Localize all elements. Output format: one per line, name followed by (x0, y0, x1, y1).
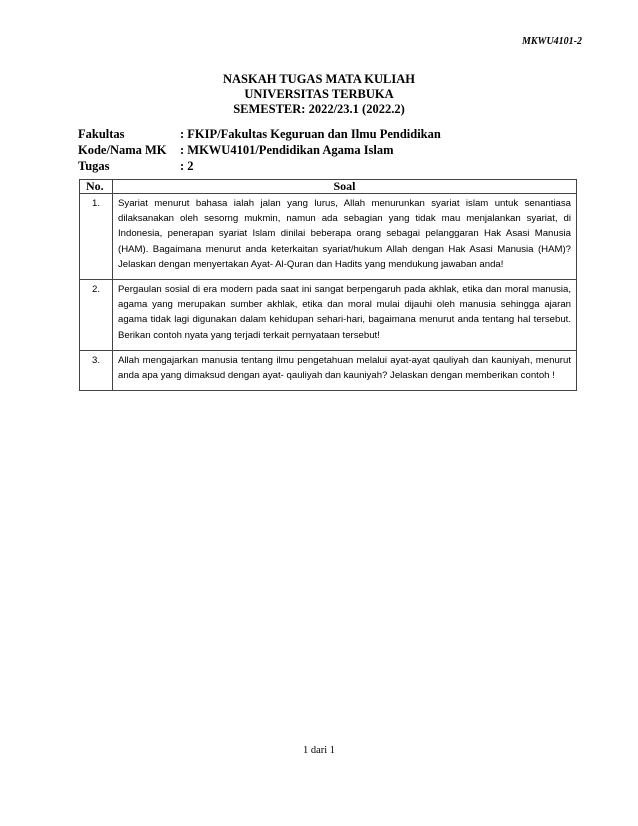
document-code: MKWU4101-2 (521, 36, 582, 47)
fakultas-value: : FKIP/Fakultas Keguruan dan Ilmu Pendidikan (180, 127, 441, 141)
tugas-row (78, 158, 441, 174)
page-number: 1 dari 1 (302, 745, 336, 756)
title-line-3: SEMESTER: 2022/23.1 (2022.2) (233, 102, 405, 116)
table-row (80, 280, 577, 351)
table-row (80, 194, 577, 280)
column-header-soal: Soal (113, 180, 577, 194)
column-header-no: No. (80, 180, 113, 194)
fakultas-label: Fakultas (78, 127, 125, 141)
question-text: Allah mengajarkan manusia tentang ilmu pengetahuan melalui ayat-ayat qauliyah dan kauniyah, menurut anda apa yang dimaksud dengan ayat- qauliyah dan kauniyah? Jelaskan dengan memberikan contoh ! (113, 350, 577, 390)
questions-table (79, 179, 577, 391)
document-title (0, 72, 638, 117)
table-header-row (80, 180, 577, 194)
kode-label: Kode/Nama MK (78, 143, 167, 157)
question-text: Pergaulan sosial di era modern pada saat ini sangat berpengaruh pada akhlak, etika dan moral manusia, agama yang merupakan sumber akhlak, etika dan moral mulai dijauhi oleh manusia sehingga ajaran agama tidak lagi digunakan dalam kehidupan sehari-hari, bagaimana menurut anda tentang hal tersebut. Berikan contoh nyata yang terjadi terkait pernyataan tersebut! (113, 280, 577, 351)
title-line-1: NASKAH TUGAS MATA KULIAH (222, 72, 416, 86)
question-number: 1. (80, 194, 113, 280)
tugas-label: Tugas (78, 159, 110, 173)
fakultas-row (78, 126, 441, 142)
question-number: 3. (80, 350, 113, 390)
tugas-value: : 2 (180, 159, 194, 173)
table-row (80, 350, 577, 390)
kode-value: : MKWU4101/Pendidikan Agama Islam (180, 143, 394, 157)
kode-row (78, 142, 441, 158)
course-info (78, 126, 441, 174)
question-number: 2. (80, 280, 113, 351)
question-text: Syariat menurut bahasa ialah jalan yang lurus, Allah menurunkan syariat islam untuk senantiasa dilaksanakan oleh sesorng mukmin, namun ada sebagian yang tidak mau menjalankan syariat, di Indonesia, penerapan syariat Islam dinilai beberapa orang sebagai pelanggaran Hak Asasi Manusia (HAM). Bagaimana menurut anda keterkaitan syariat/hukum Allah dengan Hak Asasi Manusia (HAM)? Jelaskan dengan menyertakan Ayat- Al-Quran dan Hadits yang mendukung jawaban anda! (113, 194, 577, 280)
title-line-2: UNIVERSITAS TERBUKA (244, 87, 394, 101)
